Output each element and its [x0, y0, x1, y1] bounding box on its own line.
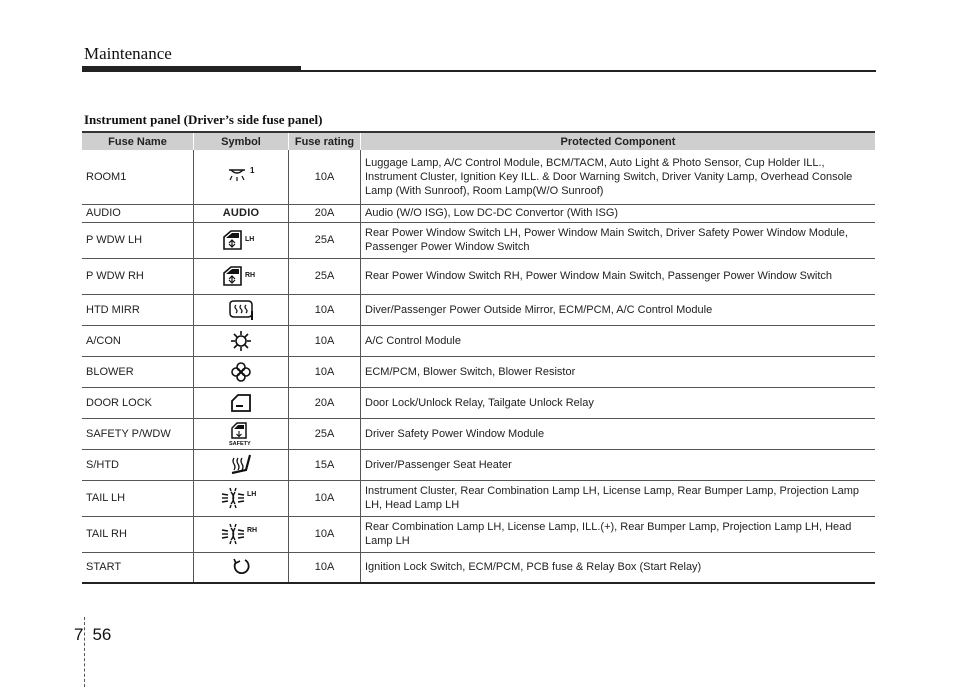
page-header-title: Maintenance: [84, 44, 172, 63]
table-row: [82, 387, 875, 418]
fuse-name: A/CON: [82, 325, 194, 356]
fuse-name: DOOR LOCK: [82, 387, 194, 418]
symbol-label: 1: [250, 165, 255, 175]
start-key-icon: [194, 552, 289, 583]
fuse-rating: 10A: [289, 325, 361, 356]
fuse-rating: 10A: [289, 552, 361, 583]
protected-component: ECM/PCM, Blower Switch, Blower Resistor: [361, 356, 876, 387]
tail-lamp-icon: [194, 516, 289, 552]
symbol-label: RH: [247, 527, 258, 534]
symbol-label: AUDIO: [222, 207, 260, 219]
fuse-rating: 20A: [289, 387, 361, 418]
fuse-name: HTD MIRR: [82, 294, 194, 325]
seat-heater-icon: [194, 449, 289, 480]
table-header-row: [82, 132, 875, 150]
fuse-rating: 25A: [289, 258, 361, 294]
table-row: [82, 325, 875, 356]
power-window-icon: [194, 222, 289, 258]
protected-component: Door Lock/Unlock Relay, Tailgate Unlock Relay: [361, 387, 876, 418]
protected-component: A/C Control Module: [361, 325, 876, 356]
fuse-rating: 25A: [289, 418, 361, 449]
table-row: [82, 258, 875, 294]
door-lock-icon: [194, 387, 289, 418]
table-row: [82, 204, 875, 222]
header-rule-thin: [301, 70, 876, 72]
column-header-protected-component: Protected Component: [361, 132, 876, 150]
fuse-rating: 10A: [289, 516, 361, 552]
tail-lamp-icon: [194, 480, 289, 516]
fuse-rating: 20A: [289, 204, 361, 222]
heated-mirror-icon: [194, 294, 289, 325]
fuse-name: ROOM1: [82, 150, 194, 204]
page-number-value: 56: [92, 625, 112, 644]
table-row: [82, 356, 875, 387]
fuse-rating: 25A: [289, 222, 361, 258]
table-row: [82, 516, 875, 552]
symbol-label: RH: [245, 272, 256, 279]
chapter-number: 7: [74, 625, 84, 644]
protected-component: Rear Power Window Switch LH, Power Window Main Switch, Driver Safety Power Window Module, Passenger Power Window Switch: [361, 222, 876, 258]
protected-component: Diver/Passenger Power Outside Mirror, ECM/PCM, A/C Control Module: [361, 294, 876, 325]
table-row: [82, 480, 875, 516]
fuse-name: P WDW RH: [82, 258, 194, 294]
safety-window-icon: [194, 418, 289, 449]
section-title: Instrument panel (Driver’s side fuse panel): [84, 112, 323, 127]
protected-component: Rear Power Window Switch RH, Power Window Main Switch, Passenger Power Window Switch: [361, 258, 876, 294]
ac-snowflake-icon: [194, 325, 289, 356]
fuse-rating: 10A: [289, 480, 361, 516]
symbol-label: SAFETY: [229, 440, 251, 447]
audio-text-icon: [194, 204, 289, 222]
fuse-name: P WDW LH: [82, 222, 194, 258]
table-row: [82, 294, 875, 325]
protected-component: Driver/Passenger Seat Heater: [361, 449, 876, 480]
column-header-symbol: Symbol: [194, 132, 289, 150]
fuse-name: SAFETY P/WDW: [82, 418, 194, 449]
table-row: [82, 552, 875, 583]
protected-component: Luggage Lamp, A/C Control Module, BCM/TACM, Auto Light & Photo Sensor, Cup Holder ILL., Instrument Cluster, Ignition Key ILL. & Door Warning Switch, Driver Vanity Lamp, Overhead Console Lamp (With Sunroof), Room Lamp(W/O Sunroof): [361, 150, 876, 204]
fuse-rating: 10A: [289, 294, 361, 325]
table-row: [82, 449, 875, 480]
protected-component: Instrument Cluster, Rear Combination Lamp LH, License Lamp, Rear Bumper Lamp, Projection Lamp LH, Head Lamp LH: [361, 480, 876, 516]
fuse-rating: 10A: [289, 356, 361, 387]
protected-component: Rear Combination Lamp LH, License Lamp, ILL.(+), Rear Bumper Lamp, Projection Lamp LH, Head Lamp LH: [361, 516, 876, 552]
fuse-rating: 10A: [289, 150, 361, 204]
header-rule-thick: [82, 66, 301, 72]
fuse-name: START: [82, 552, 194, 583]
symbol-label: LH: [245, 236, 255, 243]
blower-fan-icon: [194, 356, 289, 387]
fuse-table: [82, 131, 875, 584]
page-number: [74, 625, 111, 645]
protected-component: Ignition Lock Switch, ECM/PCM, PCB fuse & Relay Box (Start Relay): [361, 552, 876, 583]
protected-component: Audio (W/O ISG), Low DC-DC Convertor (With ISG): [361, 204, 876, 222]
fuse-rating: 15A: [289, 449, 361, 480]
power-window-icon: [194, 258, 289, 294]
table-row: [82, 150, 875, 204]
column-header-fuse-name: Fuse Name: [82, 132, 194, 150]
fuse-name: AUDIO: [82, 204, 194, 222]
fuse-name: BLOWER: [82, 356, 194, 387]
protected-component: Driver Safety Power Window Module: [361, 418, 876, 449]
fuse-name: TAIL RH: [82, 516, 194, 552]
table-row: [82, 418, 875, 449]
table-row: [82, 222, 875, 258]
symbol-label: LH: [247, 491, 257, 498]
room-lamp-icon: [194, 150, 289, 204]
column-header-fuse-rating: Fuse rating: [289, 132, 361, 150]
fuse-name: S/HTD: [82, 449, 194, 480]
fuse-name: TAIL LH: [82, 480, 194, 516]
